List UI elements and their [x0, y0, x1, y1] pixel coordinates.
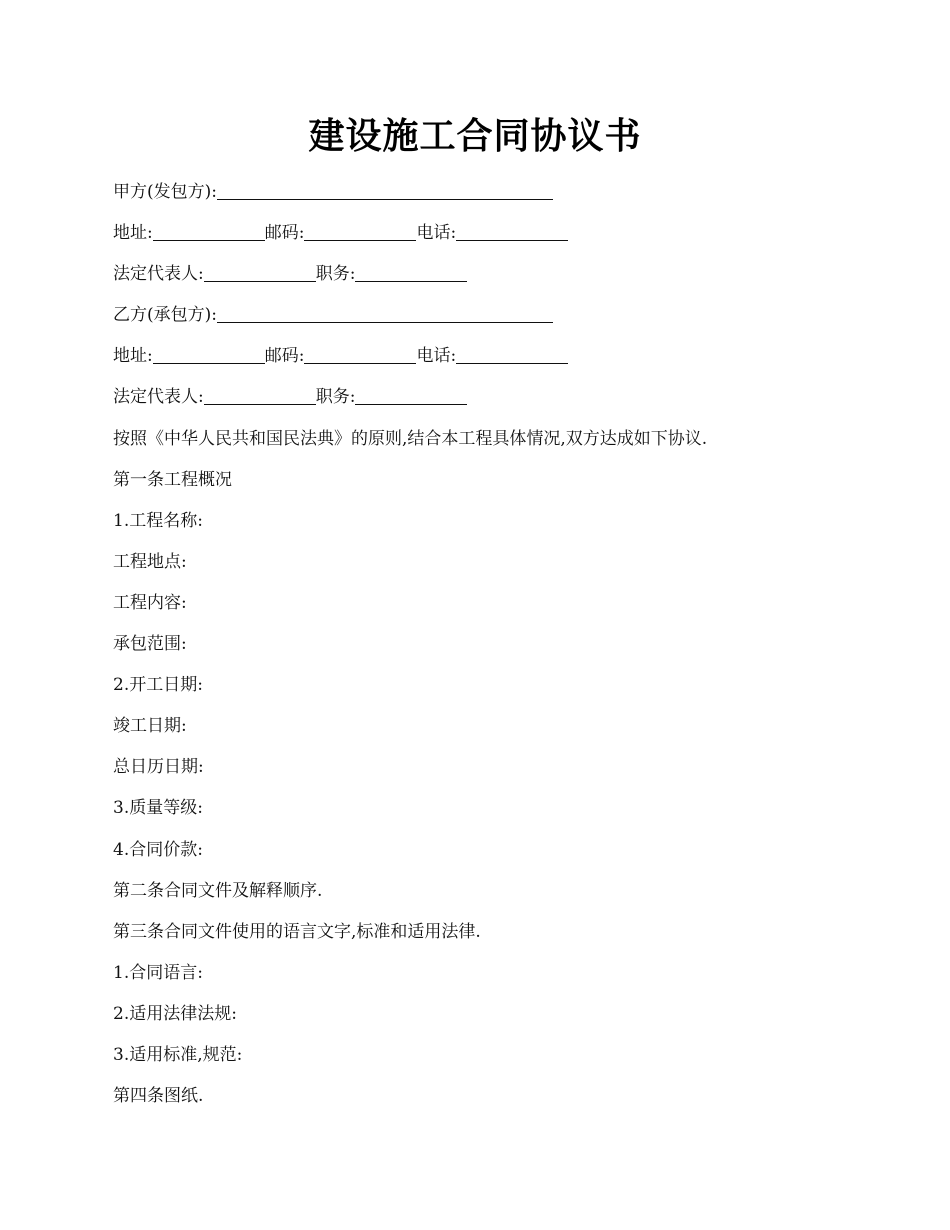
article-1-item: 工程地点:: [113, 551, 187, 572]
party-a-legal-rep-blank: [204, 261, 316, 282]
party-b-postcode-label: 邮码:: [264, 346, 305, 367]
party-a-legal-rep-label: 法定代表人:: [113, 264, 204, 285]
article-4-heading: 第四条图纸.: [113, 1086, 204, 1107]
preamble: 按照《中华人民共和国民法典》的原则,结合本工程具体情况,双方达成如下协议.: [113, 428, 708, 449]
article-3-item: 1.合同语言:: [113, 962, 203, 983]
article-1-item: 总日历日期:: [113, 757, 204, 778]
party-a-phone-blank: [456, 220, 568, 241]
article-1-item: 工程内容:: [113, 592, 187, 613]
party-a-line: [113, 178, 833, 219]
article-3-item: 2.适用法律法规:: [113, 1003, 237, 1024]
party-b-postcode-blank: [304, 343, 416, 364]
party-a-rep-line: [113, 260, 833, 301]
document-title: 建设施工合同协议书: [308, 115, 642, 157]
party-b-contact-line: [113, 342, 833, 383]
article-1-heading: 第一条工程概况: [113, 469, 232, 490]
party-a-contact-line: [113, 219, 833, 260]
article-1-item: 承包范围:: [113, 634, 187, 655]
party-b-position-label: 职务:: [315, 387, 356, 408]
article-1-item: 4.合同价款:: [113, 839, 203, 860]
party-a-postcode-label: 邮码:: [264, 223, 305, 244]
party-b-position-blank: [355, 384, 467, 405]
article-1-item: 竣工日期:: [113, 716, 187, 737]
party-b-blank: [217, 302, 553, 323]
party-a-address-blank: [153, 220, 265, 241]
party-a-position-label: 职务:: [315, 264, 356, 285]
party-b-address-blank: [153, 343, 265, 364]
article-2-heading: 第二条合同文件及解释顺序.: [113, 880, 323, 901]
party-a-postcode-blank: [304, 220, 416, 241]
party-a-blank: [217, 179, 553, 200]
party-b-legal-rep-label: 法定代表人:: [113, 387, 204, 408]
party-b-legal-rep-blank: [204, 384, 316, 405]
article-1-item: 3.质量等级:: [113, 798, 203, 819]
party-b-label: 乙方(承包方):: [113, 305, 217, 326]
article-1-item: 1.工程名称:: [113, 510, 203, 531]
party-b-phone-blank: [456, 343, 568, 364]
party-b-line: [113, 301, 833, 342]
party-b-phone-label: 电话:: [416, 346, 457, 367]
party-b-address-label: 地址:: [113, 346, 153, 367]
party-a-address-label: 地址:: [113, 223, 153, 244]
document-body: [113, 178, 833, 1123]
article-3-item: 3.适用标准,规范:: [113, 1044, 243, 1065]
party-a-phone-label: 电话:: [416, 223, 457, 244]
article-1-item: 2.开工日期:: [113, 675, 203, 696]
party-a-position-blank: [355, 261, 467, 282]
party-b-rep-line: [113, 383, 833, 424]
party-a-label: 甲方(发包方):: [113, 182, 217, 202]
article-3-heading: 第三条合同文件使用的语言文字,标准和适用法律.: [113, 921, 481, 942]
